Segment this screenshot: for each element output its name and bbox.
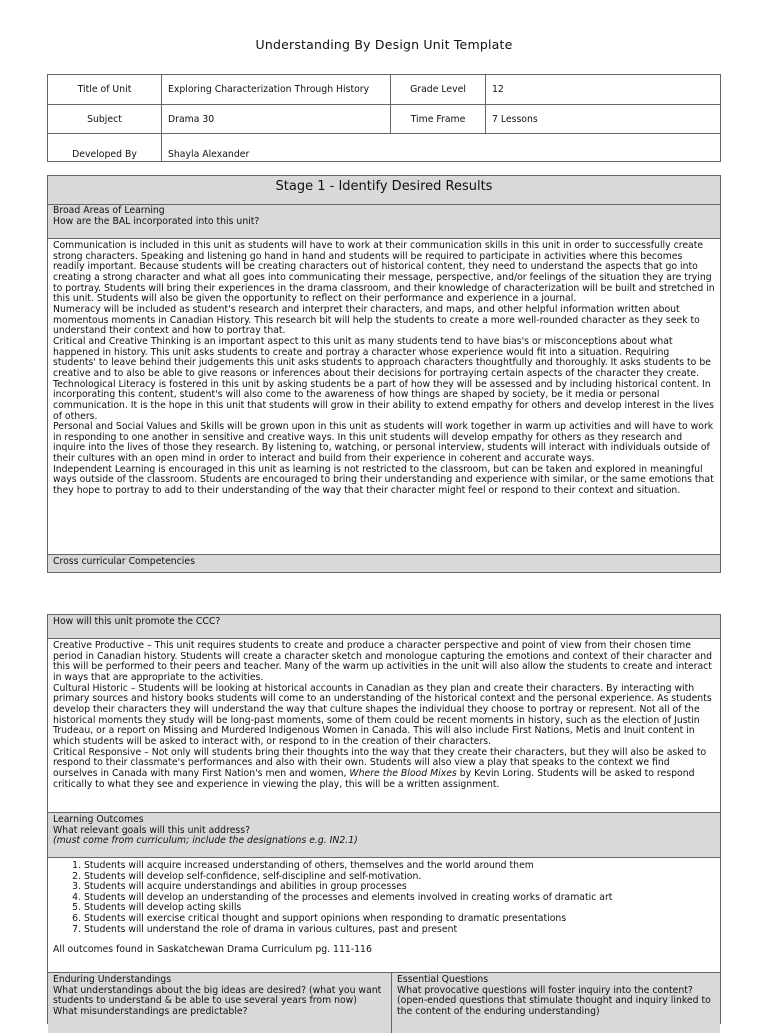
misunderstandings-question: What misunderstandings are predictable? [53,1005,248,1017]
title-value: Exploring Characterization Through History [162,75,391,105]
essential-questions-cell [392,973,720,1033]
grade-value: 12 [486,75,721,105]
outcomes-note-italic: (must come from curriculum; include the designations e.g. IN2.1) [53,835,358,847]
outcome-item: 5. Students will develop acting skills [84,903,720,914]
bal-heading-question: How are the BAL incorporated into this unit? [53,215,260,227]
grade-label: Grade Level [391,75,486,105]
essential-heading: Essential Questions [397,974,489,985]
developer-row [48,134,721,162]
stage1-heading: Stage 1 - Identify Desired Results [48,176,720,205]
ccc-critical-responsive [53,748,715,791]
document-title: Understanding By Design Unit Template [255,37,513,52]
critical-text-before: Critical Responsive – Not only will students bring their thoughts into the way that they create their characters, but they will also be asked to respond to their classmate's performances and also with their own. Students will also view a play that speaks to the context we find ourselves in Canada with many First Nation's men and women, [53,746,707,779]
learning-outcomes-heading [48,812,720,858]
bal-communication: Communication is included in this unit as students will have to work at their communication skills in this unit in order to successfully create strong characters. Speaking and listening go hand in hand and students will be required to participate in activities where this becomes readily important. Because students will be creating characters out of historical content, they need to understand the aspects that go into creating a strong character and what all goes into communicating their message, perspective, and/or feelings of the situation they are trying to portray. Students will bring their experiences in the drama classroom, and their knowledge of characterization will be built and stretched in this unit. Students will also be given the opportunity to reflect on their performance and experience in a journal. [53,240,715,305]
bal-heading-title: Broad Areas of Learning [53,205,165,216]
title-row [48,75,721,105]
ccc-promote-heading: How will this unit promote the CCC? [48,615,720,639]
outcome-item: 2. Students will develop self-confidence, self-discipline and self-motivation. [84,872,720,883]
outcomes-title: Learning Outcomes [53,814,144,825]
outcome-item: 4. Students will develop an understanding of the processes and elements involved in creating works of dramatic art [84,893,720,904]
critical-text-after: by Kevin Loring. Students will be asked to respond critically to what they see and experience in viewing the play, this will be a written assignment. [53,767,695,790]
outcome-item: 1. Students will acquire increased understanding of others, themselves and the world around them [84,861,720,872]
enduring-heading: Enduring Understandings [53,974,172,985]
bal-content [48,239,720,555]
developer-label: Developed By [48,134,162,162]
outcome-item: 7. Students will understand the role of drama in various cultures, past and present [84,925,720,936]
essential-question-note: (open-ended questions that stimulate thought and inquiry linked to the content of the enduring understanding) [397,995,711,1017]
title-label: Title of Unit [48,75,162,105]
outcome-item: 3. Students will acquire understandings and abilities in group processes [84,882,720,893]
subject-label: Subject [48,105,162,134]
unit-info-table [47,74,721,162]
bal-independent-learning: Independent Learning is encouraged in this unit as learning is not restricted to the classroom, but can be taken and explored in meaningful ways outside of the classroom. Students are encouraged to bring their understanding and experience with similar, or the same emotions that they hope to portray to add to their understanding of the way that their character might feel or respond to their context and situation. [53,463,714,497]
enduring-question: What understandings about the big ideas are desired? (what you want students to understand & be able to use several years from now) [53,984,382,1007]
bal-heading [48,205,720,239]
enduring-understandings-cell [48,973,392,1033]
outcomes-content [48,861,720,972]
outcomes-curriculum-note: All outcomes found in Saskatchewan Drama Curriculum pg. 111-116 [53,944,372,956]
developer-value: Shayla Alexander [162,134,721,162]
bal-numeracy: Numeracy will be included as student's research and interpret their characters, and maps, and other helpful information written about momentous moments in Canadian History. This research bit will help the students to create a more well-rounded character as they seek to understand their context and how to portray that. [53,303,700,337]
play-title: Where the Blood Mixes [349,767,457,779]
bal-technological-literacy: Technological Literacy is fostered in this unit by asking students be a part of how they will be assessed and by including historical content. In incorporating this content, student's will also come to the awareness of how things are shaped by society, be it media or personal communication. It is the hope in this unit that students will grow in their ability to extend empathy for others and develop interest in the lives of others. [53,378,715,422]
timeframe-value: 7 Lessons [486,105,721,134]
ccc-heading: Cross curricular Competencies [48,555,720,572]
ccc-section [47,614,721,1024]
ccc-content [48,639,720,812]
ccc-cultural-historic: Cultural Historic – Students will be looking at historical accounts in Canadian as they plan and create their characters. By interacting with primary sources and history books students will come to an understanding of the historical context and the personal experience. As students develop their characters they will understand the way that culture shapes the individual they choose to portray or represent. Not all of the historical moments they study will be long-past moments, some of them could be recent moments in history, such as the election of Justin Trudeau, or a report on Missing and Murdered Indigenous Women in Canada. This will also include First Nations, Metis and Inuit content in which students will be asked to interact with, or respond to in the creation of their characters. [53,682,712,747]
subject-value: Drama 30 [162,105,391,134]
outcomes-question: What relevant goals will this unit address? [53,824,251,836]
timeframe-label: Time Frame [391,105,486,134]
ccc-creative-productive: Creative Productive – This unit requires students to create and produce a character perspective and point of view from their chosen time period in Canadian history. Students will create a character sketch and monologue capturing the emotions and context of their character and this will be performed to their peers and teacher. Many of the warm up activities in the unit will also allow the students to create and interact in ways that are appropriate to the activities. [53,640,713,683]
bal-critical-thinking: Critical and Creative Thinking is an important aspect to this unit as many students tend to have bias's or misconceptions about what happened in history. This unit asks students to create and portray a character whose experience would fit into a situation. Requiring students' to leave behind their judgements this unit asks students to approach characters thoughtfully and thoroughly. It asks students to be creative and to also be able to give reasons or inferences about their decisions for portraying certain aspects of the character they create. [53,335,711,379]
subject-row [48,105,721,134]
outcome-item: 6. Students will exercise critical thought and support opinions when responding to dramatic presentations [84,914,720,925]
stage1-section [47,175,721,573]
outcomes-list [48,861,720,935]
bal-personal-social: Personal and Social Values and Skills will be grown upon in this unit as students will work together in warm up activities and will have to work in responding to one another in sensitive and creative ways. In this unit students will develop empathy for others as they research and inquire into the lives of those they research. By listening to, watching, or personal interview, students will interact with individuals outside of their cultures with an open mind in order to interact and build from their experience in coherent and accurate ways. [53,421,714,465]
essential-question: What provocative questions will foster inquiry into the content? [397,984,693,996]
